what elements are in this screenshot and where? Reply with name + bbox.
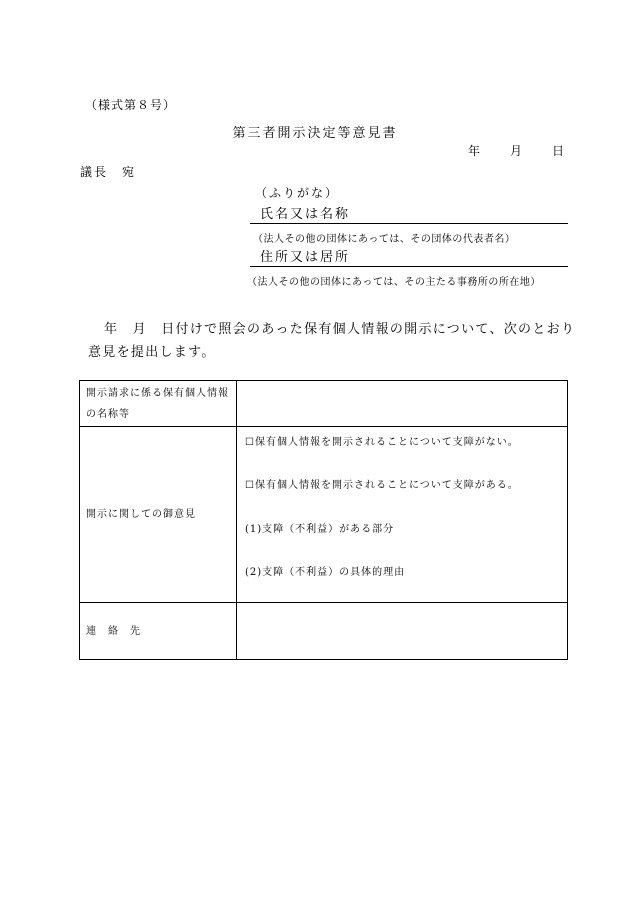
name-label: 氏名又は名称	[260, 207, 351, 222]
address-label: 住所又は居所	[260, 250, 351, 265]
hindrance-reason-label: (2)支障（不利益）の具体的理由	[245, 567, 406, 578]
option-hindrance[interactable]: ☐保有個人情報を開示されることについて支障がある。	[245, 480, 519, 491]
addressee: 議長 宛	[80, 165, 137, 179]
date-day: 日	[552, 144, 565, 158]
body-text-line2: 意見を提出します。	[88, 345, 216, 360]
name-note: （法人その他の団体にあっては、その団体の代表者名）	[253, 234, 516, 245]
table-row	[80, 427, 568, 603]
name-field[interactable]	[250, 206, 568, 224]
opinion-label: 開示に関しての御意見	[80, 427, 237, 603]
request-info-value[interactable]	[237, 381, 568, 427]
hindrance-part-label: (1)支障（不利益）がある部分	[245, 524, 395, 535]
request-info-label: 開示請求に係る保有個人情報の名称等	[80, 381, 237, 427]
date-month: 月	[510, 144, 523, 158]
address-note: （法人その他の団体にあっては、その主たる事務所の所在地）	[247, 277, 541, 288]
body-text-line1: 年 月 日付けで照会のあった保有個人情報の開示について、次のとおり	[104, 322, 576, 337]
form-number: （様式第８号）	[85, 98, 177, 112]
table-row	[80, 603, 568, 660]
opinion-table	[79, 380, 568, 660]
contact-label: 連 絡 先	[80, 603, 237, 660]
option-no-hindrance[interactable]: ☐保有個人情報を開示されることについて支障がない。	[245, 437, 519, 448]
table-row	[80, 381, 568, 427]
date-year: 年	[468, 144, 481, 158]
document-title: 第三者開示決定等意見書	[232, 126, 398, 141]
date-field	[468, 142, 564, 159]
address-field[interactable]	[250, 249, 568, 267]
contact-value[interactable]	[237, 603, 568, 660]
furigana-label: （ふりがな）	[255, 186, 340, 200]
opinion-options	[237, 427, 568, 603]
